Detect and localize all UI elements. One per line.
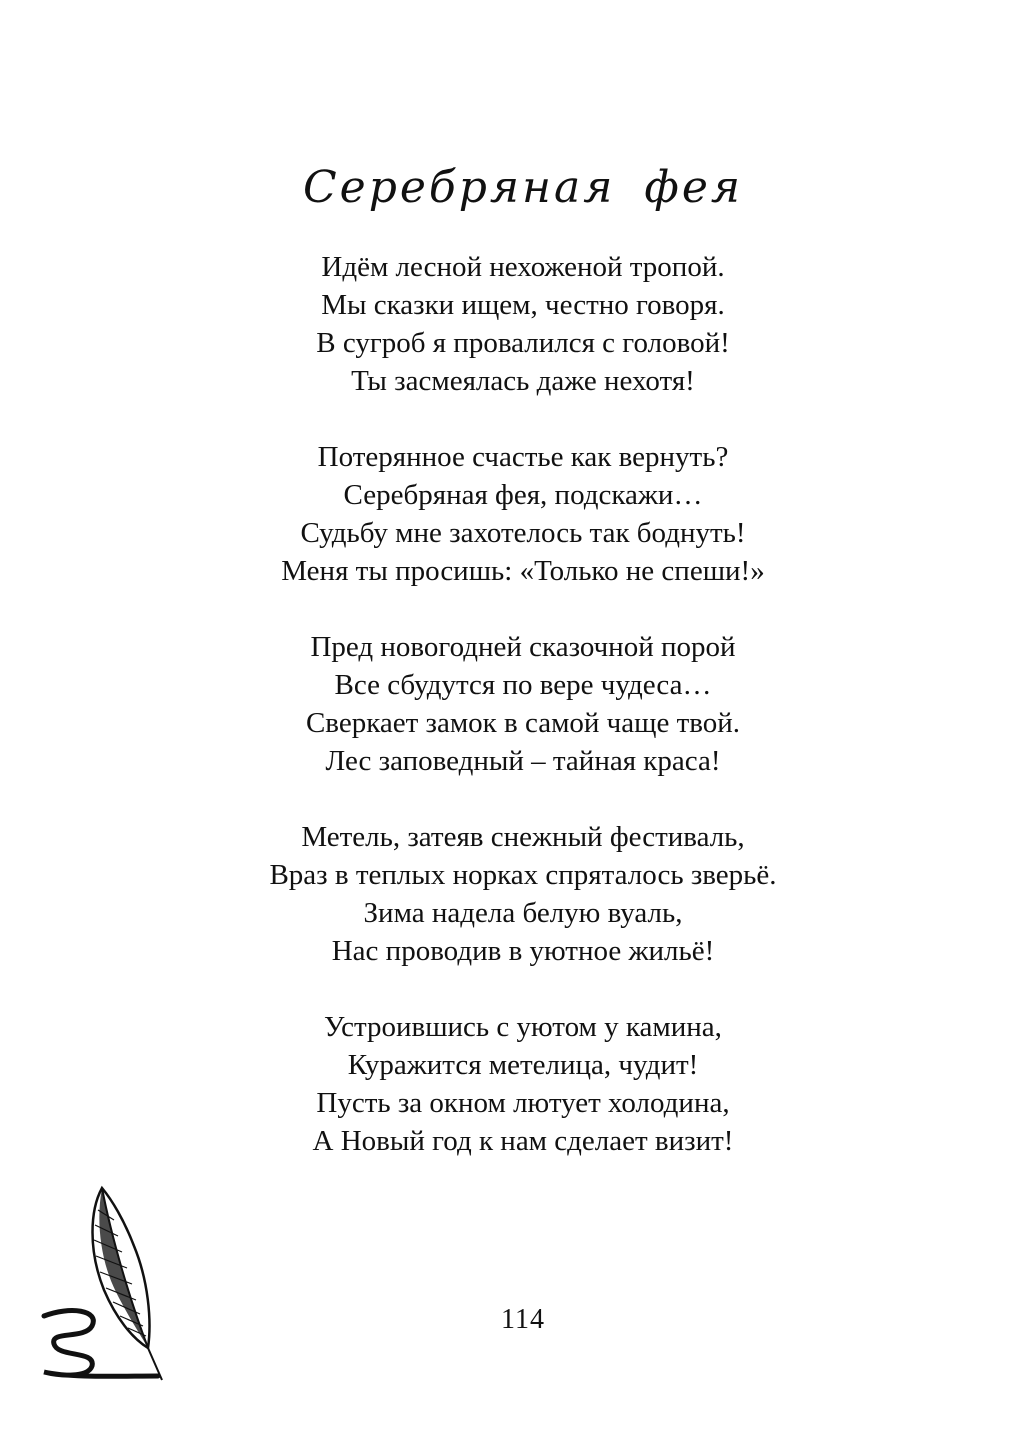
stanza-2: [0, 438, 1026, 590]
poem-line: В сугроб я провалился с головой!: [316, 327, 730, 359]
poem-line: Нас проводив в уютное жильё!: [331, 935, 715, 967]
poem-line: Меня ты просишь: «Только не спеши!»: [281, 555, 765, 587]
stanza-1: [0, 248, 1026, 400]
poem-line: Устроившись с уютом у камина,: [324, 1011, 722, 1043]
poem-line: Идём лесной нехоженой тропой.: [321, 251, 725, 283]
poem-line: Пред новогодней сказочной порой: [310, 631, 736, 663]
poem-line: Сверкает замок в самой чаще твой.: [305, 707, 741, 739]
poem-line: А Новый год к нам сделает визит!: [312, 1125, 734, 1157]
poem-line: Куражится метелица, чудит!: [347, 1049, 699, 1081]
page-number: 114: [501, 1304, 545, 1335]
stanza-5: [0, 1008, 1026, 1160]
quill-pen-icon: [30, 1180, 180, 1390]
stanza-4: [0, 818, 1026, 970]
poem-line: Метель, затеяв снежный фестиваль,: [301, 821, 745, 853]
poem-title: Серебряная фея: [302, 162, 743, 213]
poem-line: Ты засмеялась даже нехотя!: [351, 365, 695, 397]
poem-line: Пусть за окном лютует холодина,: [316, 1087, 730, 1119]
poem-line: Все сбудутся по вере чудеса…: [334, 669, 712, 701]
poem-line: Лес заповедный – тайная краса!: [325, 745, 721, 777]
poem-line: Зима надела белую вуаль,: [363, 897, 683, 929]
poem-body: [0, 248, 1026, 1198]
stanza-3: [0, 628, 1026, 780]
poem-line: Враз в теплых норках спряталось зверьё.: [269, 859, 777, 891]
poem-line: Судьбу мне захотелось так боднуть!: [300, 517, 746, 549]
poem-line: Мы сказки ищем, честно говоря.: [321, 289, 725, 321]
poem-line: Серебряная фея, подскажи…: [343, 479, 703, 511]
poem-line: Потерянное счастье как вернуть?: [317, 441, 729, 473]
